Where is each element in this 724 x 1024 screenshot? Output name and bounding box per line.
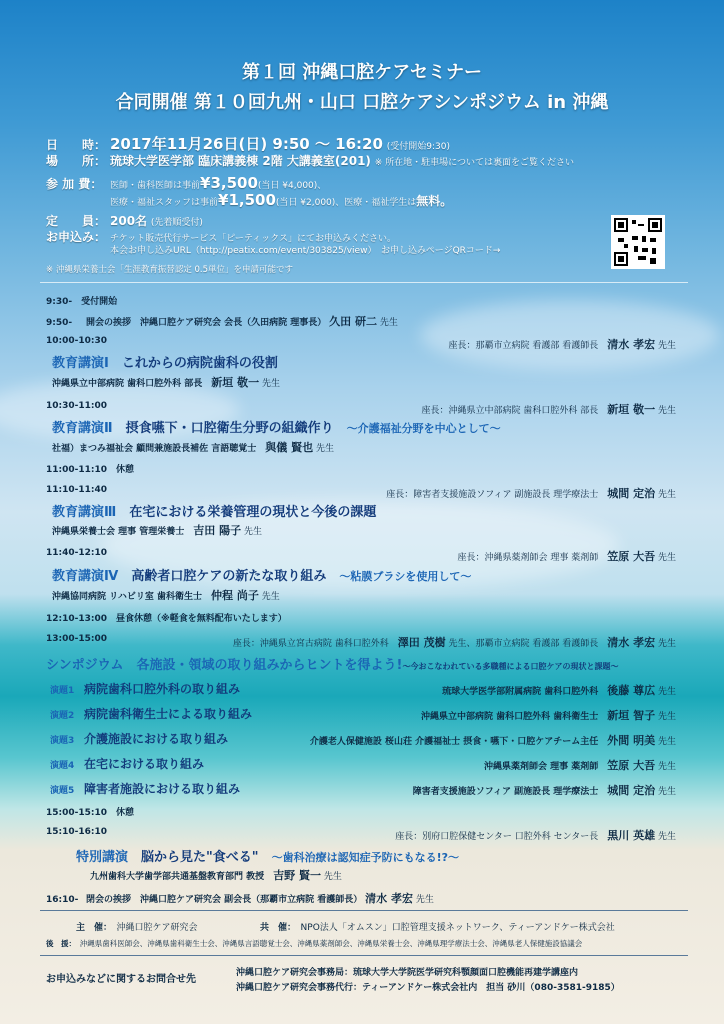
lecture3-speaker-row xyxy=(52,522,262,538)
symposium-chair-name-2: 清水 孝宏 xyxy=(607,636,656,649)
fee-staff-onsite: (当日 ¥2,000)、医療・福祉学生は xyxy=(275,198,417,208)
apply-line-1: チケット販売代行サービス「ピーティックス」にてお申込みください。 xyxy=(110,234,397,244)
venue-label: 場 所： xyxy=(46,154,107,168)
lecture1-time: 10:00-10:30 xyxy=(46,336,108,346)
lecture2-speaker-row xyxy=(52,439,334,455)
lecture1-title-row xyxy=(52,352,278,371)
closing-text: 閉会の挨拶 沖縄口腔ケア研究会 副会長（那覇市立病院 看護師長） xyxy=(86,895,363,905)
lecture4-affiliation: 沖縄協同病院 リハビリ室 歯科衛生士 xyxy=(52,592,202,602)
lecture1-chair xyxy=(449,336,676,352)
workshop-speaker-row xyxy=(421,707,676,723)
opening-text: 開会の挨拶 沖縄口腔ケア研究会 会長（久田病院 理事長） xyxy=(86,318,327,328)
lecture3-title-row xyxy=(52,501,376,520)
support: 沖縄県歯科医師会、沖縄県歯科衛生士会、沖縄県言語聴覚士会、沖縄県薬剤師会、沖縄県栄養士会、沖縄県理学療法士会、沖縄県老人保健施設協議会 xyxy=(79,939,583,948)
workshop-speaker: 後藤 尊広 xyxy=(607,684,656,697)
date-note: (受付開始9:30) xyxy=(386,142,450,152)
lecture2-affiliation: 社福）まつみ福祉会 顧問兼施設長補佐 言語聴覚士 xyxy=(52,444,257,454)
apply-label: お申込み： xyxy=(46,230,107,244)
honorific: 先生 xyxy=(415,895,434,905)
workshop-title: 障害者施設における取り組み xyxy=(84,782,241,796)
title-line-1: 第１回 沖縄口腔ケアセミナー xyxy=(241,62,483,83)
capacity-row xyxy=(46,212,203,229)
contact-label: お申込みなどに関するお問合せ先 xyxy=(46,974,196,985)
opening-row xyxy=(46,313,398,329)
special-lecture-chair xyxy=(395,827,676,843)
workshop-affiliation: 沖縄県薬剤師会 理事 薬剤師 xyxy=(483,762,599,772)
special-lecture-subtitle: ～歯科治療は認知症予防にもなる!?～ xyxy=(271,851,459,864)
workshop-title: 病院歯科衛生士による取り組み xyxy=(84,707,253,721)
lunch-row: 12:10-13:00 昼食休憩（※軽食を無料配布いたします） xyxy=(46,614,287,624)
special-speaker-row xyxy=(90,867,342,883)
lecture4-speaker-row xyxy=(52,587,280,603)
lecture4-chair-name: 笠原 大吾 xyxy=(607,550,656,563)
fee-student: 無料。 xyxy=(416,194,453,208)
lecture2-title: 摂食嚥下・口腔衛生分野の組織作り xyxy=(125,421,334,436)
honorific: 先生 xyxy=(657,762,676,772)
special-chair-name: 黒川 英雄 xyxy=(607,829,656,842)
co-organizer: NPO法人「オムスン」口腔管理支援ネットワーク、ティーアンドケー株式会社 xyxy=(300,923,615,933)
lecture4-title-row xyxy=(52,565,471,584)
honorific: 先生 xyxy=(379,318,398,328)
lecture4-chair-role: 座長：沖縄県薬剤師会 理事 薬剤師 xyxy=(457,553,599,563)
support-row xyxy=(46,938,582,949)
venue-row xyxy=(46,152,574,169)
fee-doctor-text: 医師・歯科医師は事前 xyxy=(110,181,201,191)
symposium-chair-name-1: 澤田 茂樹 xyxy=(397,636,446,649)
lecture2-chair-name: 新垣 敬一 xyxy=(607,403,656,416)
lecture4-tag: 教育講演Ⅳ xyxy=(52,569,119,584)
honorific: 先生 xyxy=(657,687,676,697)
venue-value: 琉球大学医学部 臨床講義棟 2階 大講義室(201) xyxy=(110,154,371,168)
footer-divider xyxy=(40,955,688,956)
workshop-title-row xyxy=(50,780,240,797)
capacity-note: (先着順受付) xyxy=(150,218,203,228)
workshop-number: 演題2 xyxy=(50,711,75,721)
qr-code[interactable] xyxy=(611,215,665,269)
symposium-chair xyxy=(233,634,676,650)
title-line-2: 合同開催 第１０回九州・山口 口腔ケアシンポジウム in 沖縄 xyxy=(115,92,609,113)
co-organizer-label: 共 催： xyxy=(260,923,292,933)
lecture3-speaker: 吉田 陽子 xyxy=(193,524,242,537)
lecture3-title: 在宅における栄養管理の現状と今後の課題 xyxy=(129,505,377,520)
workshop-affiliation: 琉球大学医学部附属病院 歯科口腔外科 xyxy=(442,687,599,697)
lecture3-time: 11:10-11:40 xyxy=(46,485,108,495)
lecture4-subtitle: ～粘膜ブラシを使用して～ xyxy=(339,570,472,583)
special-lecture-title-row xyxy=(76,846,459,865)
opening-speaker: 久田 研二 xyxy=(329,315,377,328)
lecture1-title: これからの病院歯科の役割 xyxy=(121,356,278,371)
opening-time: 9:50- xyxy=(46,318,73,328)
honorific: 先生 xyxy=(657,639,676,649)
honorific: 先生 xyxy=(657,490,676,500)
workshop-affiliation: 障害者支援施設ソフィア 副施設長 理学療法士 xyxy=(412,787,599,797)
honorific: 先生 xyxy=(244,527,263,537)
lecture1-chair-name: 清水 孝宏 xyxy=(607,338,656,351)
workshop-number: 演題1 xyxy=(50,686,75,696)
closing-speaker: 清水 孝宏 xyxy=(365,892,413,905)
fee-staff-text: 医療・福祉スタッフは事前 xyxy=(110,198,219,208)
credit-note: ※ 沖縄県栄養士会「生涯教育振替認定 0.5単位」を申請可能です xyxy=(46,265,294,275)
break1-row: 11:00-11:10 休憩 xyxy=(46,465,135,475)
honorific: 先生 xyxy=(657,737,676,747)
workshop-number: 演題3 xyxy=(50,736,75,746)
symposium-title-row xyxy=(46,654,618,673)
organizer-label: 主 催： xyxy=(76,923,108,933)
lecture1-speaker: 新垣 敬一 xyxy=(211,376,260,389)
fee-staff-price: ¥1,500 xyxy=(218,191,276,209)
workshop-title-row xyxy=(50,755,204,772)
organizer-row xyxy=(76,920,198,933)
workshop-number: 演題5 xyxy=(50,786,75,796)
date-value: 2017年11月26日(日) 9:50 ～ 16:20 xyxy=(110,135,383,153)
fee-row-2 xyxy=(110,191,452,209)
lecture1-chair-role: 座長：那覇市立病院 看護部 看護師長 xyxy=(448,341,599,351)
venue-note: ※ 所在地・駐車場については裏面をご覧ください xyxy=(374,158,574,168)
honorific: 先生 xyxy=(657,787,676,797)
honorific: 先生 xyxy=(657,712,676,722)
closing-time: 16:10- xyxy=(46,895,79,905)
contact-line-1: 沖縄口腔ケア研究会事務局：琉球大学大学院医学研究科顎顔面口腔機能再建学講座内 xyxy=(236,968,579,978)
lecture3-affiliation: 沖縄県栄養士会 理事 管理栄養士 xyxy=(52,527,185,537)
workshop-title: 介護施設における取り組み xyxy=(84,732,229,746)
honorific: 先生 xyxy=(316,444,335,454)
workshop-title: 在宅における取り組み xyxy=(84,757,205,771)
honorific: 先生 xyxy=(657,553,676,563)
fee-doctor-onsite: (当日 ¥4,000)、 xyxy=(257,181,327,191)
lecture3-tag: 教育講演Ⅲ xyxy=(52,505,117,520)
date-row xyxy=(46,133,450,154)
symposium-title: シンポジウム 各施設・領域の取り組みからヒントを得よう! xyxy=(46,658,403,673)
honorific: 先生 xyxy=(657,832,676,842)
capacity-label: 定 員： xyxy=(46,214,107,228)
workshop-number: 演題4 xyxy=(50,761,75,771)
workshop-title-row xyxy=(50,730,228,747)
workshop-speaker: 外間 明美 xyxy=(607,734,656,747)
lecture2-speaker: 與儀 賢也 xyxy=(265,441,314,454)
special-lecture-time: 15:10-16:10 xyxy=(46,827,108,837)
fee-label: 参 加 費： xyxy=(46,177,103,191)
honorific: 先生 xyxy=(448,639,467,649)
closing-row xyxy=(46,890,434,906)
workshop-title: 病院歯科口腔外科の取り組み xyxy=(84,682,241,696)
lecture3-chair-role: 座長：障害者支援施設ソフィア 副施設長 理学療法士 xyxy=(386,490,599,500)
lecture1-affiliation: 沖縄県立中部病院 歯科口腔外科 部長 xyxy=(52,379,203,389)
lecture4-time: 11:40-12:10 xyxy=(46,548,108,558)
lecture2-subtitle: ～介護福祉分野を中心として～ xyxy=(346,422,501,435)
lecture4-speaker: 仲程 尚子 xyxy=(211,589,259,602)
special-chair-role: 座長：別府口腔保健センター 口腔外科 センター長 xyxy=(395,832,599,842)
special-lecture-tag: 特別講演 xyxy=(76,850,129,865)
date-label: 日 時： xyxy=(46,138,107,152)
symposium-chair-role-1: 座長：沖縄県立宮古病院 歯科口腔外科 xyxy=(232,639,389,649)
support-label: 後 援： xyxy=(46,939,73,948)
workshop-speaker-row xyxy=(310,732,676,748)
co-organizer-row xyxy=(260,920,615,933)
workshop-speaker-row xyxy=(484,757,676,773)
lecture1-speaker-row xyxy=(52,374,280,390)
symposium-chair-role-2: 、那覇市立病院 看護部 看護師長 xyxy=(466,639,599,649)
footer-divider xyxy=(40,910,688,911)
workshop-title-row xyxy=(50,680,240,697)
workshop-title-row xyxy=(50,705,252,722)
apply-url[interactable]: 本会お申し込みURL（http://peatix.com/event/303825/view） お申し込みページQRコード→ xyxy=(110,246,501,256)
honorific: 先生 xyxy=(323,872,342,882)
workshop-affiliation: 介護老人保健施設 桜山荘 介護福祉士 摂食・嚥下・口腔ケアチーム主任 xyxy=(309,737,599,747)
divider xyxy=(40,282,688,283)
organizer: 沖縄口腔ケア研究会 xyxy=(116,923,198,933)
lecture2-chair-role: 座長：沖縄県立中部病院 歯科口腔外科 部長 xyxy=(421,406,599,416)
workshop-speaker-row xyxy=(413,782,676,798)
break2-row: 15:00-15:10 休憩 xyxy=(46,808,135,818)
honorific: 先生 xyxy=(261,592,280,602)
lecture2-time: 10:30-11:00 xyxy=(46,401,108,411)
special-speaker: 吉野 賢一 xyxy=(273,869,321,882)
lecture4-chair xyxy=(458,548,676,564)
lecture3-chair xyxy=(386,485,676,501)
lecture2-tag: 教育講演Ⅱ xyxy=(52,421,113,436)
workshop-speaker: 新垣 智子 xyxy=(607,709,656,722)
lecture2-chair xyxy=(422,401,676,417)
honorific: 先生 xyxy=(657,406,676,416)
lecture1-tag: 教育講演Ⅰ xyxy=(52,356,109,371)
contact-line-2: 沖縄口腔ケア研究会事務代行：ティーアンドケー株式会社内 担当 砂川（080-3581-9185） xyxy=(236,983,620,993)
lecture2-title-row xyxy=(52,417,501,436)
honorific: 先生 xyxy=(262,379,281,389)
workshop-speaker: 笠原 大吾 xyxy=(607,759,656,772)
special-affiliation: 九州歯科大学歯学部共通基盤教育部門 教授 xyxy=(90,872,265,882)
reception-row: 9:30- 受付開始 xyxy=(46,297,118,307)
symposium-subtitle: ～今おこなわれている多職種による口腔ケアの現状と課題～ xyxy=(402,662,619,671)
lecture4-title: 高齢者口腔ケアの新たな取り組み xyxy=(131,569,327,584)
cloud xyxy=(420,300,720,370)
lecture3-chair-name: 城間 定治 xyxy=(607,487,656,500)
workshop-affiliation: 沖縄県立中部病院 歯科口腔外科 歯科衛生士 xyxy=(420,712,599,722)
symposium-time: 13:00-15:00 xyxy=(46,634,108,644)
capacity-value: 200名 xyxy=(110,214,148,228)
special-lecture-title: 脳から見た"食べる" xyxy=(141,850,259,865)
workshop-speaker-row xyxy=(442,682,676,698)
honorific: 先生 xyxy=(657,341,676,351)
qr-code-icon xyxy=(614,218,662,266)
fee-doctor-price: ¥3,500 xyxy=(200,174,258,192)
workshop-speaker: 城間 定治 xyxy=(607,784,656,797)
fee-row xyxy=(46,174,326,192)
